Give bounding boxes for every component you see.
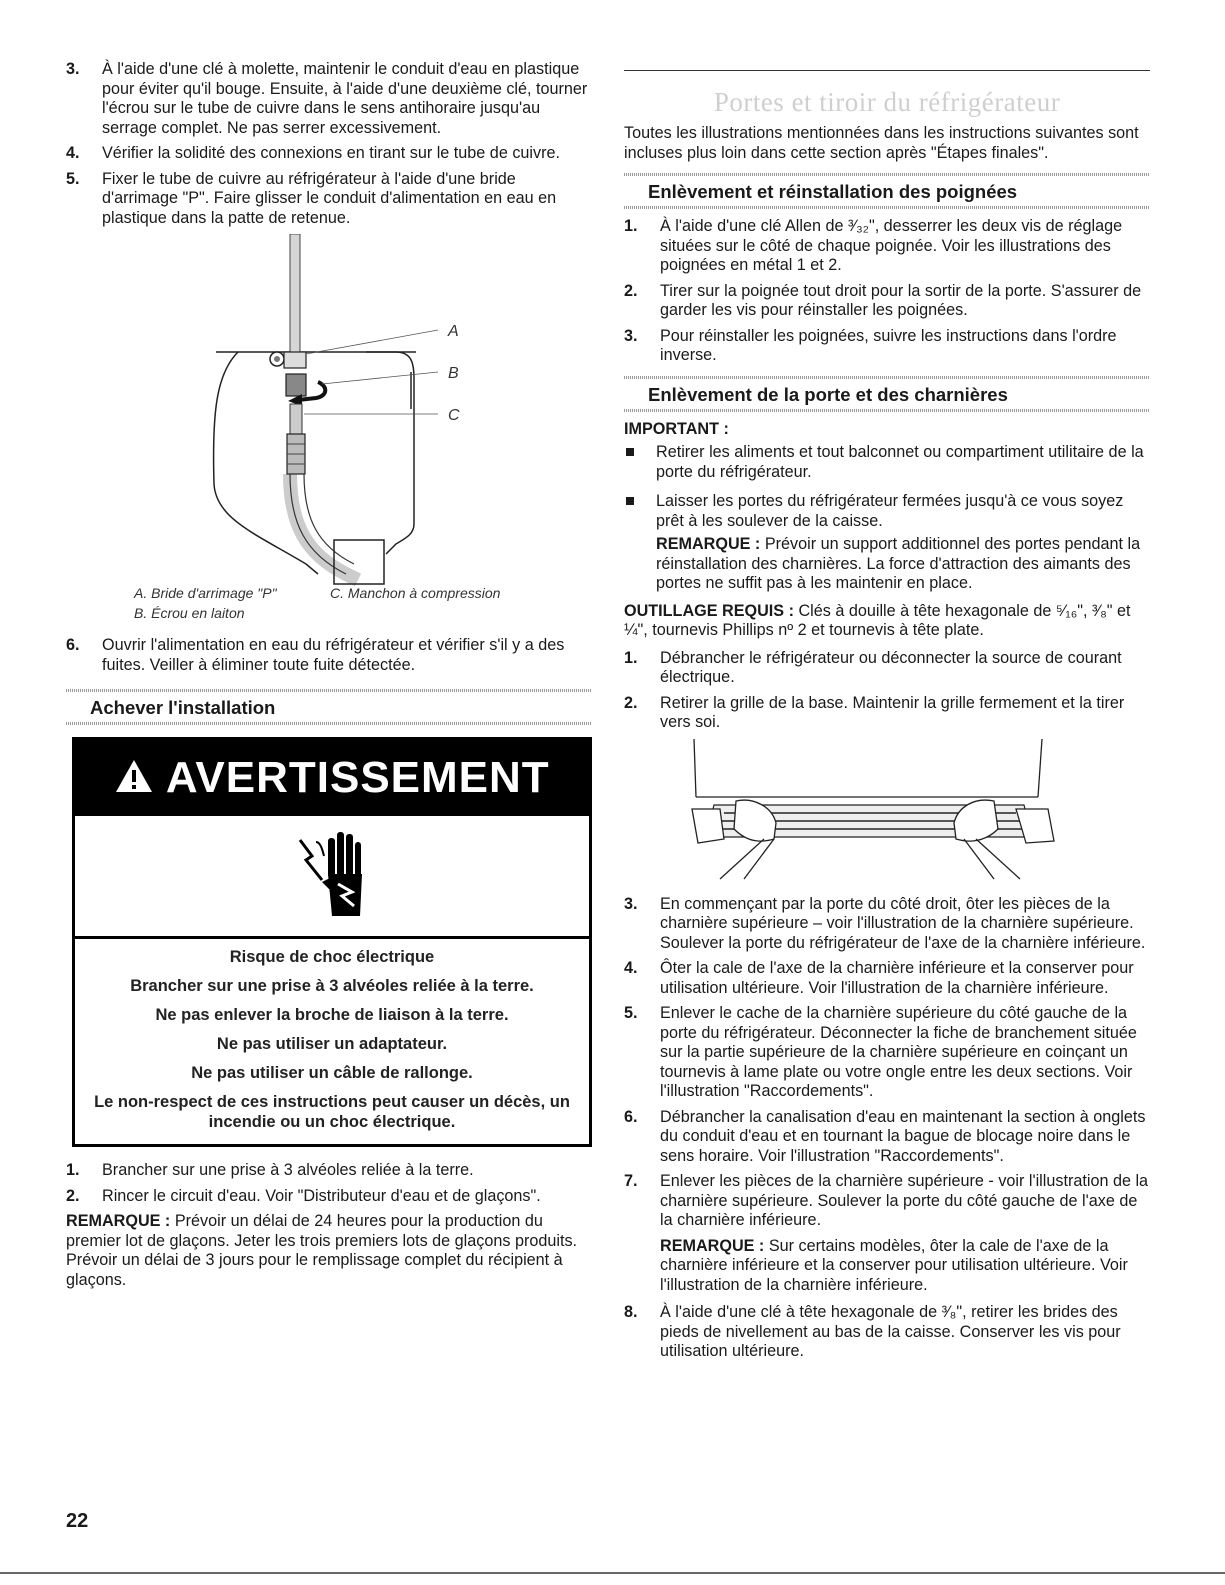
page-title: Portes et tiroir du réfrigérateur bbox=[624, 70, 1150, 118]
warning-header: AVERTISSEMENT bbox=[75, 740, 589, 816]
porte-step-6: 6. Débrancher la canalisation d'eau en maintenant la section à onglets du conduit d'eau et en tournant la bague de blocage noire dans le sens horaire. Voir l'illustration "Raccordements". bbox=[624, 1107, 1146, 1165]
step-3: 3. À l'aide d'une clé à molette, maintenir le conduit d'eau en plastique pour éviter qu'il bouge. Ensuite, à l'aide d'une deuxième clé, tourner l'écrou sur le tube de cuivre dans le sens antihoraire jusqu'au serrage complet. Ne pas serrer excessivement. bbox=[66, 60, 588, 137]
warning-line-4: Ne pas utiliser un câble de rallonge. bbox=[191, 1064, 473, 1082]
step-6-list bbox=[66, 636, 592, 675]
step-4: 4. Vérifier la solidité des connexions en tirant sur le tube de cuivre. bbox=[66, 144, 560, 162]
final-steps bbox=[66, 1161, 592, 1206]
warning-text bbox=[75, 939, 589, 1144]
porte-step-8: 8. À l'aide d'une clé à tête hexagonale de ³⁄₈", retirer les brides des pieds de nivellement au bas de la caisse. Conserver les vis pour utilisation ultérieure. bbox=[624, 1303, 1121, 1360]
porte-step-2: 2. Retirer la grille de la base. Maintenir la grille fermement et la tirer vers soi. bbox=[624, 693, 1125, 731]
warning-risk-title: Risque de choc électrique bbox=[229, 948, 435, 966]
poignees-steps bbox=[624, 217, 1150, 366]
warning-line-2: Ne pas enlever la broche de liaison à la terre. bbox=[155, 1006, 509, 1024]
label-a: A bbox=[448, 323, 459, 340]
porte-step-4: 4. Ôter la cale de l'axe de la charnière inférieure et la conserver pour utilisation ultérieure. Voir l'illustration de la charnière inférieure. bbox=[624, 959, 1134, 997]
base-grille-illustration bbox=[624, 739, 1150, 889]
figure-captions bbox=[66, 584, 592, 628]
porte-step-5: 5. Enlever le cache de la charnière supérieure du côté gauche de la porte du réfrigérateur. Déconnecter la fiche de branchement située sur la partie supérieure de la charnière supérieure en coinçant un tournevis à lame plate ou votre ongle entre les deux sections. Voir l'illustration "Raccordements". bbox=[624, 1004, 1137, 1100]
final-step-2: 2. Rincer le circuit d'eau. Voir "Distributeur d'eau et de glaçons". bbox=[66, 1186, 541, 1205]
remarque-modeles: REMARQUE : Sur certains modèles, ôter la cale de l'axe de la charnière inférieure et la conserver pour utilisation ultérieure. Voir l'illustration de la charnière inférieure. bbox=[660, 1236, 1128, 1294]
section-title-poignees: Enlèvement et réinstallation des poignées bbox=[624, 173, 1150, 209]
right-column bbox=[624, 70, 1150, 1368]
water-line-illustration bbox=[66, 234, 592, 586]
porte-steps-a bbox=[624, 649, 1150, 733]
important-bullet-2: Laisser les portes du réfrigérateur fermées jusqu'à ce vous soyez prêt à les soulever de la caisse. bbox=[624, 492, 1150, 531]
porte-step-1: 1. Débrancher le réfrigérateur ou déconnecter la source de courant électrique. bbox=[624, 648, 1122, 686]
water-line-figure bbox=[66, 234, 592, 586]
bottom-rule bbox=[0, 1572, 1225, 1574]
warning-line-1: Brancher sur une prise à 3 alvéoles reliée à la terre. bbox=[130, 977, 534, 995]
caption-a: A. Bride d'arrimage "P" bbox=[134, 585, 277, 601]
step-6: 6. Ouvrir l'alimentation en eau du réfrigérateur et vérifier s'il y a des fuites. Veiller à éliminer toute fuite détectée. bbox=[66, 636, 565, 674]
important-bullet-1: Retirer les aliments et tout balconnet ou compartiment utilitaire de la porte du réfrigérateur. bbox=[624, 443, 1150, 482]
caption-b: B. Écrou en laiton bbox=[134, 605, 245, 621]
poignee-step-2: 2. Tirer sur la poignée tout droit pour la sortir de la porte. S'assurer de garder les vis pour réinstaller les poignées. bbox=[624, 281, 1142, 319]
caption-c: C. Manchon à compression bbox=[330, 585, 501, 601]
final-step-1: 1. Brancher sur une prise à 3 alvéoles reliée à la terre. bbox=[66, 1161, 474, 1179]
poignee-step-1: 1. À l'aide d'une clé Allen de ³⁄₃₂", desserrer les deux vis de réglage situées sur le côté de chaque poignée. Voir les illustrations des poignées en métal 1 et 2. bbox=[624, 217, 1123, 274]
porte-step-7: 7. Enlever les pièces de la charnière supérieure - voir l'illustration de la charnière supérieure. Soulever la porte du côté gauche de l'axe de la charnière inférieure. bbox=[624, 1172, 1149, 1229]
porte-step-8-list bbox=[624, 1303, 1150, 1362]
page-number: 22 bbox=[66, 1510, 89, 1532]
intro-text: Toutes les illustrations mentionnées dans les instructions suivantes sont incluses plus loin dans cette section après "Étapes finales". bbox=[624, 124, 1139, 162]
warning-box bbox=[72, 737, 592, 1147]
base-grille-figure bbox=[624, 739, 1150, 889]
left-column bbox=[66, 60, 592, 1298]
electric-shock-hand-icon bbox=[292, 826, 372, 926]
water-line-steps bbox=[66, 60, 592, 228]
warning-triangle-icon bbox=[114, 753, 166, 802]
section-title-achever: Achever l'installation bbox=[66, 689, 592, 725]
label-c: C bbox=[448, 407, 460, 424]
porte-step-3: 3. En commençant par la porte du côté droit, ôter les pièces de la charnière supérieure – voir l'illustration de la charnière supérieure. Soulever la porte du réfrigérateur de l'axe de la charnière inférieure. bbox=[624, 894, 1146, 952]
important-label: IMPORTANT : bbox=[624, 419, 729, 438]
label-b: B bbox=[448, 365, 459, 382]
poignee-step-3: 3. Pour réinstaller les poignées, suivre les instructions dans l'ordre inverse. bbox=[624, 326, 1117, 364]
remarque-support: REMARQUE : Prévoir un support additionnel des portes pendant la réinstallation des charnières. La force d'attraction des aimants des portes ne suffit pas à les maintenir en place. bbox=[656, 535, 1141, 592]
warning-line-5: Le non-respect de ces instructions peut causer un décès, un incendie ou un choc électrique. bbox=[94, 1093, 570, 1131]
outillage: OUTILLAGE REQUIS : Clés à douille à tête hexagonale de ⁵⁄₁₆", ³⁄₈" et ¼", tournevis Phillips nº 2 et tournevis à tête plate. bbox=[624, 601, 1131, 639]
step-5: 5. Fixer le tube de cuivre au réfrigérateur à l'aide d'une bride d'arrimage "P". Faire glisser le conduit d'alimentation en eau en plastique dans la patte de retenue. bbox=[66, 169, 557, 227]
warning-line-3: Ne pas utiliser un adaptateur. bbox=[216, 1035, 448, 1053]
section-title-porte: Enlèvement de la porte et des charnières bbox=[624, 376, 1150, 412]
porte-steps-b bbox=[624, 895, 1150, 1231]
remarque-ice: REMARQUE : Prévoir un délai de 24 heures pour la production du premier lot de glaçons. Jeter les trois premiers lots de glaçons produits. Prévoir un délai de 3 jours pour le remplissage complet du récipient à glaçons. bbox=[66, 1212, 578, 1289]
